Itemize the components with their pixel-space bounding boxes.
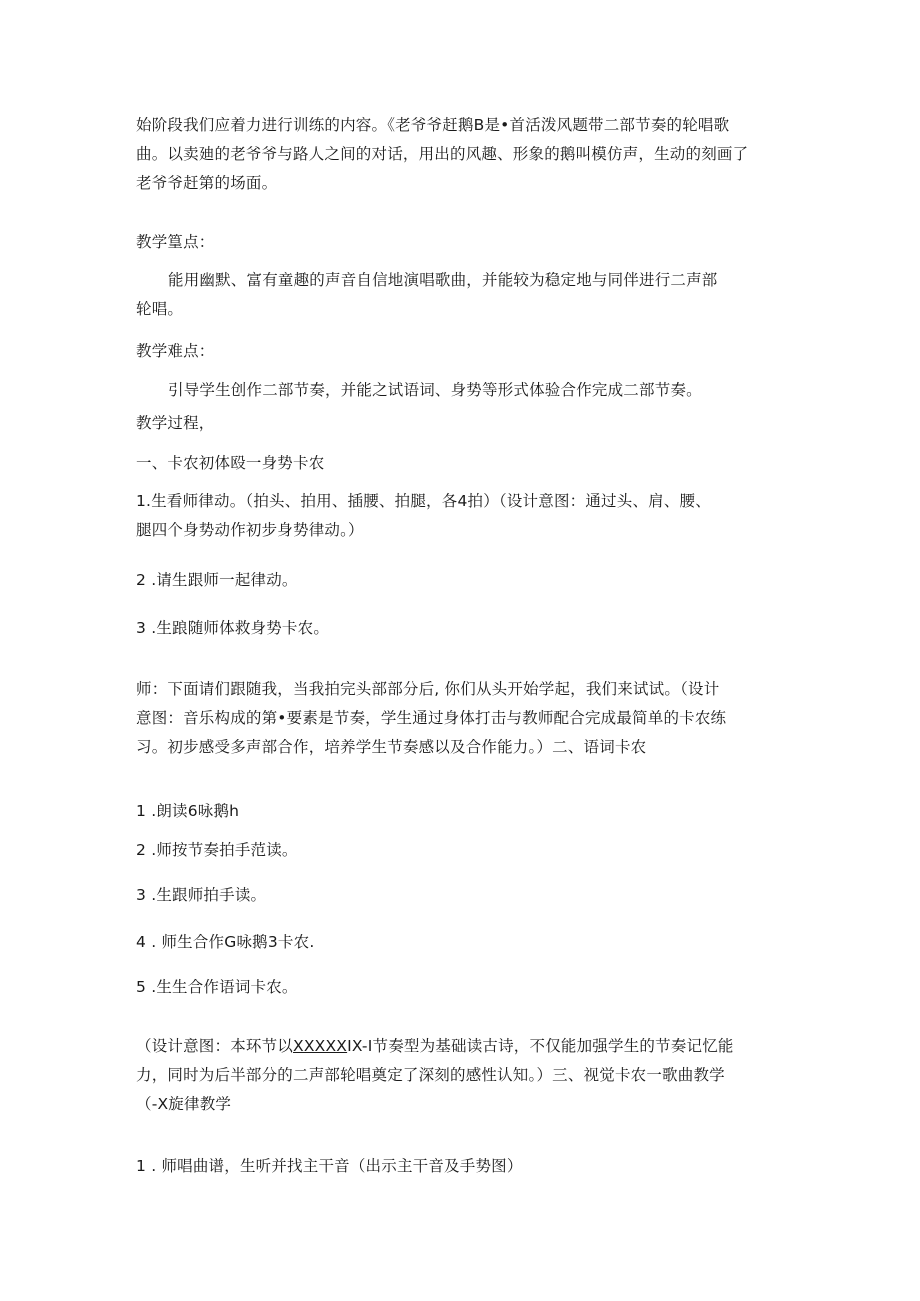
step-1-1-line-2: 腿四个身势动作初步身势律动。）	[136, 521, 364, 539]
difficulty-heading: 教学难点：	[136, 342, 215, 360]
step-1-1-line-1: 1.生看师律动。（拍头、拍用、插腰、拍腿，各4拍）（设计意图：通过头、肩、腰、	[136, 492, 711, 510]
teacher-line-3: 习。初步感受多声部合作，培养学生节奏感以及合作能力。）二、语词卡农	[136, 738, 647, 756]
section-1-heading: 一、卡农初体殴一身势卡农	[136, 454, 325, 472]
difficulty-text: 引导学生创作二部节奏，并能之试语词、身势等形式体验合作完成二部节奏。	[168, 381, 702, 399]
design-line-1-before: （设计意图：本环节以	[136, 1037, 294, 1055]
teacher-line-2: 意图：音乐构成的第•要素是节奏，学生通过身体打击与教师配合完成最简单的卡农练	[136, 709, 727, 727]
step-2-5: 5 .生生合作语词卡农。	[136, 978, 298, 996]
rhythm-pattern-underlined: XXXXX	[293, 1037, 348, 1055]
focus-heading: 教学篁点：	[136, 233, 215, 251]
intro-paragraph	[136, 111, 786, 198]
step-1-1	[136, 487, 786, 545]
design-line-1	[136, 1032, 786, 1061]
design-line-1-after: IX-I节奏型为基础读古诗，不仅能加强学生的节奏记忆能	[347, 1037, 734, 1055]
focus-text	[136, 266, 818, 324]
step-3-1: 1 . 师唱曲谱，生听并找主干音（出示主干音及手势图）	[136, 1157, 523, 1175]
process-heading: 教学过程，	[136, 414, 215, 432]
step-2-2: 2 .师按节奏拍手范读。	[136, 841, 298, 859]
step-1-2: 2 .请生跟师一起律动。	[136, 571, 298, 589]
step-2-4: 4 . 师生合作G咏鹅3卡农.	[136, 933, 315, 951]
design-paragraph	[136, 1032, 786, 1119]
design-line-2: 力，同时为后半部分的二声部轮唱奠定了深刻的感性认知。）三、视觉卡农一歌曲教学	[136, 1066, 725, 1084]
intro-line-1: 始阶段我们应着力进行训练的内容。《老爷爷赶鹅B是•首活泼风题带二部节奏的轮唱歌	[136, 116, 730, 134]
step-2-1: 1 .朗读6咏鹅h	[136, 802, 240, 820]
intro-line-3: 老爷爷赶第的场面。	[136, 174, 278, 192]
teacher-paragraph	[136, 675, 786, 762]
design-line-3: （-X旋律教学	[136, 1095, 232, 1113]
focus-text-line-1: 能用幽默、富有童趣的声音自信地演唱歌曲，并能较为稳定地与同伴进行二声部	[168, 271, 718, 289]
intro-line-2: 曲。以卖廸的老爷爷与路人之间的对话，用出的风趣、形象的鹅叫模仿声，生动的刻画了	[136, 145, 749, 163]
teacher-line-1: 师：下面请们跟随我，当我拍完头部部分后, 你们从头开始学起，我们来试试。（设计	[136, 680, 720, 698]
focus-text-line-2: 轮唱。	[136, 300, 184, 318]
step-2-3: 3 .生跟师拍手读。	[136, 886, 267, 904]
step-1-3: 3 .生踉随师体救身势卡农。	[136, 619, 330, 637]
